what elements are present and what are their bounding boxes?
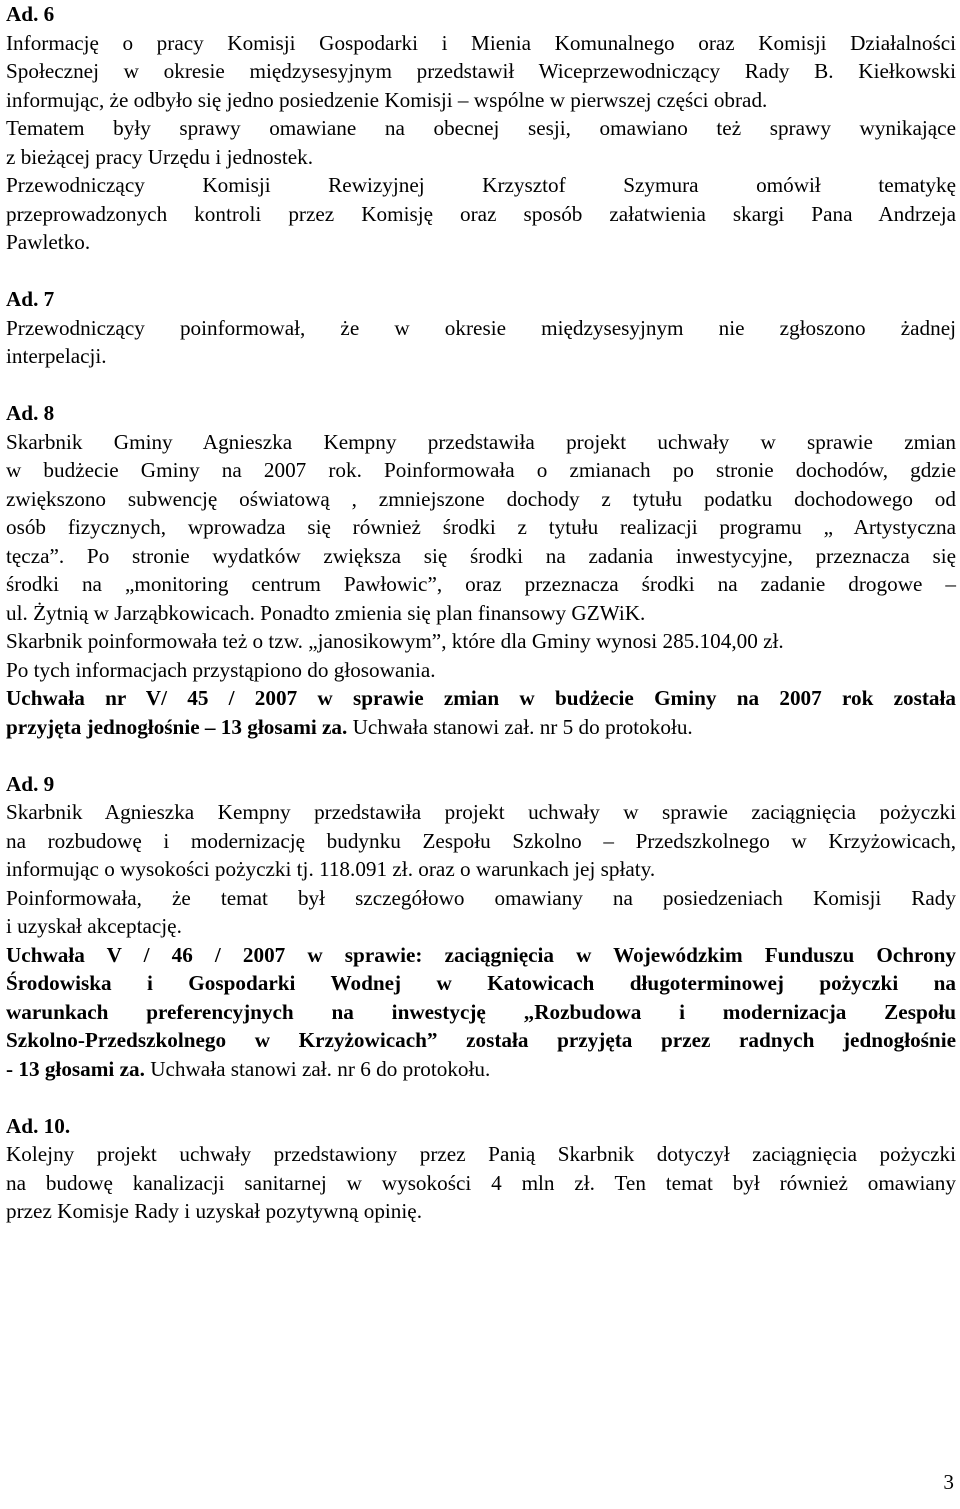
section-heading: Ad. 7 xyxy=(6,287,55,311)
paragraph-line: na rozbudowę i modernizację budynku Zespołu Szkolno – Przedszkolnego w Krzyżowicach, xyxy=(6,828,956,853)
section-ad-9 xyxy=(6,770,956,1084)
section-heading: Ad. 8 xyxy=(6,401,55,425)
resolution-line: warunkach preferencyjnych na inwestycję „Rozbudowa i modernizacja Zespołu xyxy=(6,999,956,1024)
paragraph-line: Pawletko. xyxy=(6,230,91,254)
resolution-line: Środowiska i Gospodarki Wodnej w Katowicach długoterminowej pożyczki na xyxy=(6,971,956,995)
paragraph-line: Kolejny projekt uchwały przedstawiony przez Panią Skarbnik dotyczył zaciągnięcia pożyczki xyxy=(6,1142,956,1166)
paragraph-line: ul. Żytnią w Jarząbkowicach. Ponadto zmienia się plan finansowy GZWiK. xyxy=(6,600,646,625)
paragraph-line: Tematem były sprawy omawiane na obecnej sesji, omawiano też sprawy wynikające xyxy=(6,116,956,140)
resolution-result: - 13 głosami za. xyxy=(6,1056,145,1081)
paragraph-line: z bieżącej pracy Urzędu i jednostek. xyxy=(6,144,314,169)
paragraph-line: Przewodniczący poinformował, że w okresie międzysesyjnym nie zgłoszono żadnej xyxy=(6,315,956,340)
section-ad-7 xyxy=(6,285,956,371)
paragraph-line: tęcza”. Po stronie wydatków zwiększa się środki na zadania inwestycyjne, przeznacza się xyxy=(6,543,956,568)
attachment-note: Uchwała stanowi zał. nr 5 do protokołu. xyxy=(347,714,693,739)
section-heading: Ad. 10. xyxy=(6,1113,71,1138)
paragraph-line: na budowę kanalizacji sanitarnej w wysokości 4 mln zł. Ten temat był również omawiany xyxy=(6,1170,956,1195)
paragraph-line: Skarbnik poinformowała też o tzw. „janosikowym”, które dla Gminy wynosi 285.104,00 zł. xyxy=(6,629,784,653)
paragraph-line: Informację o pracy Komisji Gospodarki i Mienia Komunalnego oraz Komisji Działalności xyxy=(6,30,956,55)
paragraph-line: zwiększono subwencję oświatową , zmniejszone dochody z tytułu podatku dochodowego od xyxy=(6,486,956,511)
paragraph-line: i uzyskał akceptację. xyxy=(6,914,182,938)
paragraph-line: Przewodniczący Komisji Rewizyjnej Krzysztof Szymura omówił tematykę xyxy=(6,173,956,197)
paragraph-line: informując, że odbyło się jedno posiedzenie Komisji – wspólne w pierwszej części obrad. xyxy=(6,87,768,112)
resolution-line: Uchwała nr V/ 45 / 2007 w sprawie zmian w budżecie Gminy na 2007 rok została xyxy=(6,686,956,710)
section-ad-8 xyxy=(6,399,956,741)
paragraph-line: Społecznej w okresie międzysesyjnym przedstawił Wiceprzewodniczący Rady B. Kiełkowski xyxy=(6,59,956,83)
document-body xyxy=(6,0,956,1226)
paragraph-line: Po tych informacjach przystąpiono do głosowania. xyxy=(6,657,436,682)
paragraph-line: Skarbnik Agnieszka Kempny przedstawiła projekt uchwały w sprawie zaciągnięcia pożyczki xyxy=(6,800,956,824)
paragraph-line: przeprowadzonych kontroli przez Komisję oraz sposób załatwienia skargi Pana Andrzeja xyxy=(6,201,956,226)
section-ad-6 xyxy=(6,0,956,257)
paragraph-line: osób fizycznych, wprowadza się również środki z tytułu realizacji programu „ Artystyczna xyxy=(6,515,956,539)
paragraph-line: w budżecie Gminy na 2007 rok. Poinformowała o zmianach po stronie dochodów, gdzie xyxy=(6,458,956,482)
paragraph-line: interpelacji. xyxy=(6,344,107,368)
paragraph-line: środki na „monitoring centrum Pawłowic”, oraz przeznacza środki na zadanie drogowe – xyxy=(6,572,956,596)
resolution-line: Uchwała V / 46 / 2007 w sprawie: zaciągnięcia w Wojewódzkim Funduszu Ochrony xyxy=(6,942,956,967)
section-heading: Ad. 6 xyxy=(6,2,55,26)
resolution-line xyxy=(6,713,956,742)
resolution-line xyxy=(6,1055,956,1084)
section-heading: Ad. 9 xyxy=(6,771,55,796)
attachment-note: Uchwała stanowi zał. nr 6 do protokołu. xyxy=(144,1056,491,1081)
page-number: 3 xyxy=(943,1470,954,1494)
paragraph-line: Poinformowała, że temat był szczegółowo omawiany na posiedzeniach Komisji Rady xyxy=(6,885,956,910)
section-ad-10 xyxy=(6,1112,956,1226)
resolution-result: przyjęta jednogłośnie – 13 głosami za. xyxy=(6,714,348,739)
paragraph-line: Skarbnik Gminy Agnieszka Kempny przedstawiła projekt uchwały w sprawie zmian xyxy=(6,429,956,454)
paragraph-line: informując o wysokości pożyczki tj. 118.091 zł. oraz o warunkach jej spłaty. xyxy=(6,857,656,881)
paragraph-line: przez Komisje Rady i uzyskał pozytywną opinię. xyxy=(6,1199,422,1223)
resolution-line: Szkolno-Przedszkolnego w Krzyżowicach” została przyjęta przez radnych jednogłośnie xyxy=(6,1028,956,1052)
